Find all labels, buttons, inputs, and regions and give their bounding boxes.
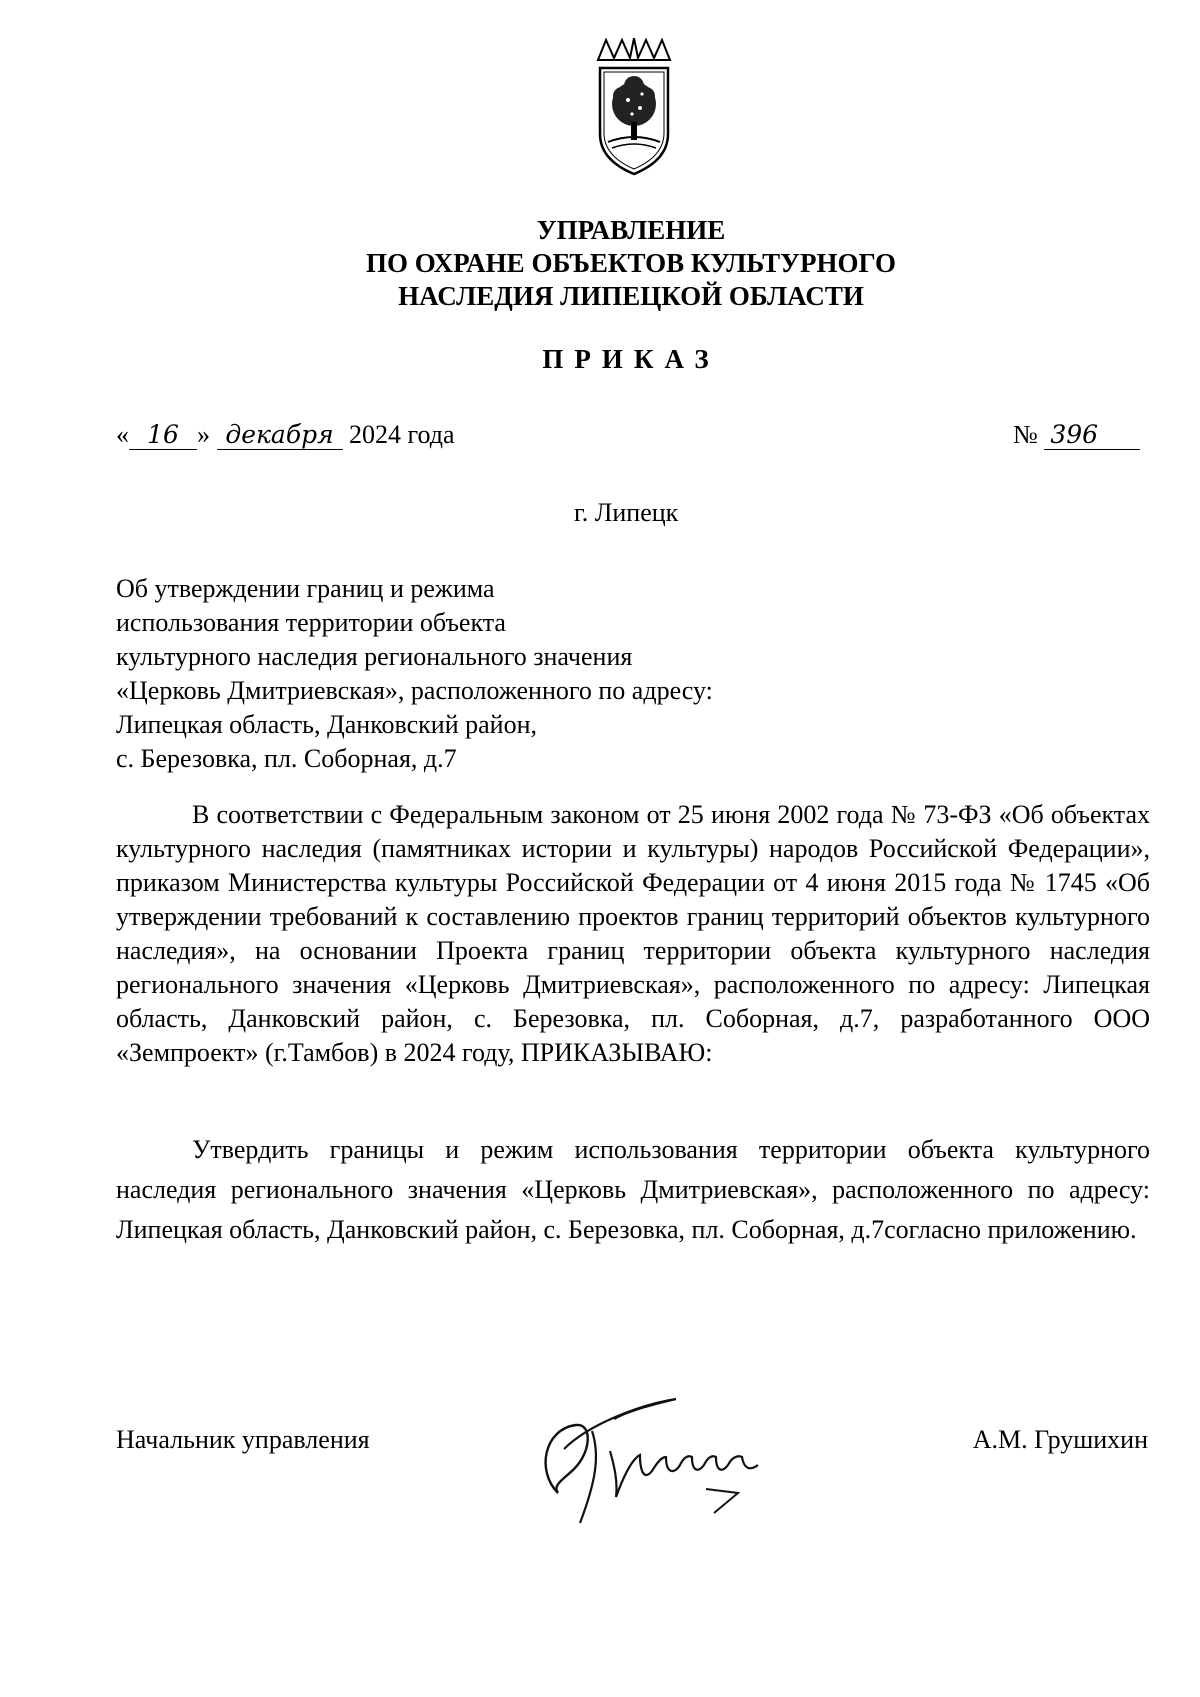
number-sign: № [1013,420,1038,449]
date-close-quote: » [197,420,210,449]
date-month: декабря [217,420,343,450]
coat-of-arms-icon [592,38,676,178]
org-line-2: ПО ОХРАНЕ ОБЪЕКТОВ КУЛЬТУРНОГО [366,248,896,278]
signer-name: А.М. Грушихин [972,1425,1148,1454]
org-line-1: УПРАВЛЕНИЕ [536,215,726,245]
organization-name [240,214,1022,313]
subject-line: Об утверждении границ и режима [116,574,495,603]
signature-icon [528,1385,818,1535]
order-subject [116,572,713,776]
order-number [1013,420,1140,450]
subject-line: с. Березовка, пл. Соборная, д.7 [116,744,457,773]
subject-line: использования территории объекта [116,608,506,637]
signer-position: Начальник управления [116,1425,370,1454]
preamble-paragraph: В соответствии с Федеральным законом от 25 июня 2002 года № 73-ФЗ «Об объектах культурного наследия (памятниках истории и культуры) народов Российской Федерации», приказом Министерства культуры Российской Федерации от 4 июня 2015 года № 1745 «Об утверждении требований к составлению проектов границ территорий объектов культурного наследия», на основании Проекта границ территории объекта культурного наследия регионального значения «Церковь Дмитриевская», расположенного по адресу: Липецкая область, Данковский район, с. Березовка, пл. Соборная, д.7, разработанного ООО «Земпроект» (г.Тамбов) в 2024 году, ПРИКАЗЫВАЮ: [116,800,1150,1067]
document-type-title: ПРИКАЗ [542,344,720,374]
date-open-quote: « [116,420,129,449]
city: г. Липецк [574,498,679,527]
subject-line: Липецкая область, Данковский район, [116,710,538,739]
org-line-3: НАСЛЕДИЯ ЛИПЕЦКОЙ ОБЛАСТИ [398,281,864,311]
subject-line: «Церковь Дмитриевская», расположенного по адресу: [116,676,713,705]
order-date [116,420,455,450]
order-paragraph: Утвердить границы и режим использования территории объекта культурного наследия регионального значения «Церковь Дмитриевская», расположенного по адресу: Липецкая область, Данковский район, с. Березовка, пл. Соборная, д.7согласно приложению. [116,1135,1150,1244]
date-day: 16 [129,420,197,450]
number-value: 396 [1044,420,1140,450]
subject-line: культурного наследия регионального значения [116,642,633,671]
date-year: 2024 года [349,420,455,449]
